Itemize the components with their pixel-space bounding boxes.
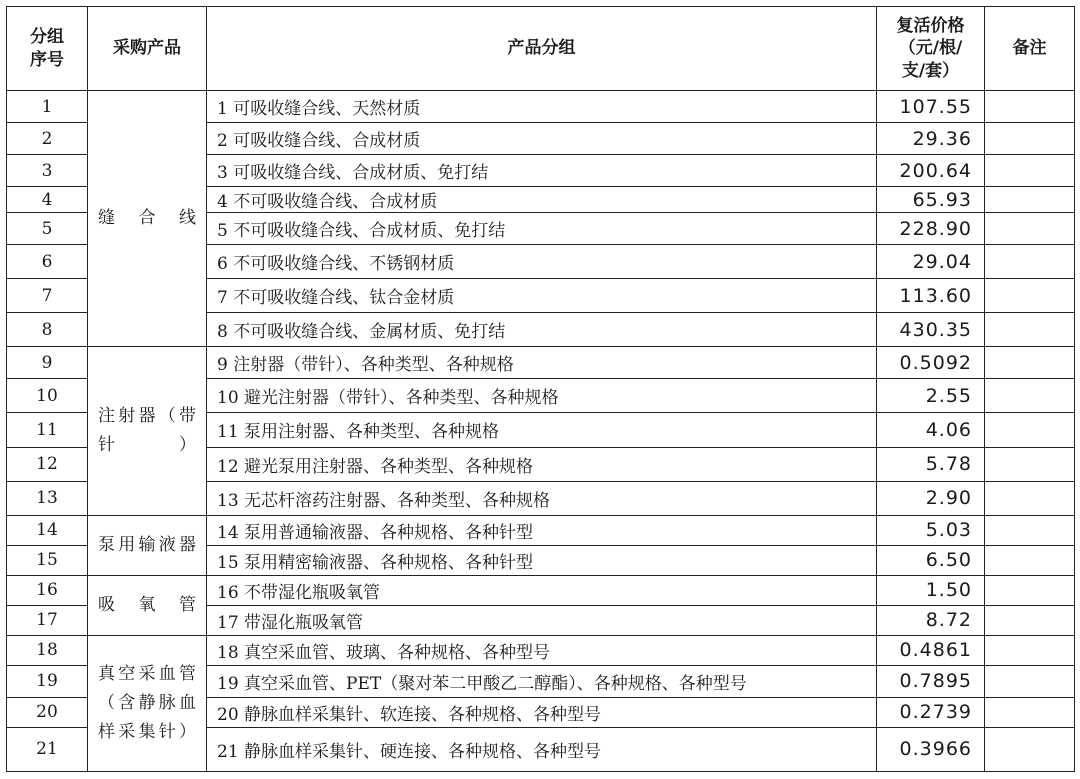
product-group-cell: 4 不可吸收缝合线、合成材质 xyxy=(207,187,877,213)
product-group-cell: 10 避光注射器（带针）、各种类型、各种规格 xyxy=(207,379,877,413)
product-group-cell: 13 无芯杆溶药注射器、各种类型、各种规格 xyxy=(207,481,877,515)
price-cell: 2.55 xyxy=(877,379,985,413)
group-number-cell: 9 xyxy=(7,347,88,379)
note-cell xyxy=(985,155,1075,187)
price-cell: 107.55 xyxy=(877,91,985,123)
note-cell xyxy=(985,665,1075,697)
product-group-cell: 21 静脉血样采集针、硬连接、各种规格、各种型号 xyxy=(207,727,877,771)
note-cell xyxy=(985,91,1075,123)
product-group-cell: 16 不带湿化瓶吸氧管 xyxy=(207,575,877,605)
group-number-cell: 17 xyxy=(7,605,88,635)
note-cell xyxy=(985,481,1075,515)
group-number-cell: 10 xyxy=(7,379,88,413)
product-group-cell: 18 真空采血管、玻璃、各种规格、各种型号 xyxy=(207,635,877,665)
note-cell xyxy=(985,515,1075,545)
table-row xyxy=(7,575,1075,605)
price-table xyxy=(6,6,1075,772)
group-number-cell: 15 xyxy=(7,545,88,575)
group-number-cell: 12 xyxy=(7,447,88,481)
note-cell xyxy=(985,447,1075,481)
table-row xyxy=(7,515,1075,545)
product-group-cell: 11 泵用注射器、各种类型、各种规格 xyxy=(207,413,877,447)
note-cell xyxy=(985,347,1075,379)
group-number-cell: 14 xyxy=(7,515,88,545)
note-cell xyxy=(985,605,1075,635)
group-number-cell: 7 xyxy=(7,279,88,313)
price-cell: 0.7895 xyxy=(877,665,985,697)
product-category-cell: 注射器（带针） xyxy=(88,347,207,515)
header-price: 复活价格（元/根/支/套） xyxy=(877,7,985,91)
group-number-cell: 18 xyxy=(7,635,88,665)
price-cell: 0.3966 xyxy=(877,727,985,771)
price-cell: 65.93 xyxy=(877,187,985,213)
group-number-cell: 20 xyxy=(7,697,88,727)
product-group-cell: 1 可吸收缝合线、天然材质 xyxy=(207,91,877,123)
price-cell: 6.50 xyxy=(877,545,985,575)
product-group-cell: 19 真空采血管、PET（聚对苯二甲酸乙二醇酯）、各种规格、各种型号 xyxy=(207,665,877,697)
product-group-cell: 17 带湿化瓶吸氧管 xyxy=(207,605,877,635)
price-cell: 1.50 xyxy=(877,575,985,605)
product-group-cell: 8 不可吸收缝合线、金属材质、免打结 xyxy=(207,313,877,347)
price-cell: 0.2739 xyxy=(877,697,985,727)
header-group-no: 分组序号 xyxy=(7,7,88,91)
product-category-cell: 泵用输液器 xyxy=(88,515,207,575)
price-cell: 228.90 xyxy=(877,213,985,245)
group-number-cell: 4 xyxy=(7,187,88,213)
group-number-cell: 5 xyxy=(7,213,88,245)
group-number-cell: 11 xyxy=(7,413,88,447)
price-cell: 2.90 xyxy=(877,481,985,515)
product-group-cell: 7 不可吸收缝合线、钛合金材质 xyxy=(207,279,877,313)
note-cell xyxy=(985,279,1075,313)
product-category-cell: 吸氧管 xyxy=(88,575,207,635)
note-cell xyxy=(985,379,1075,413)
product-group-cell: 20 静脉血样采集针、软连接、各种规格、各种型号 xyxy=(207,697,877,727)
product-group-cell: 3 可吸收缝合线、合成材质、免打结 xyxy=(207,155,877,187)
price-cell: 113.60 xyxy=(877,279,985,313)
group-number-cell: 1 xyxy=(7,91,88,123)
price-cell: 4.06 xyxy=(877,413,985,447)
price-cell: 8.72 xyxy=(877,605,985,635)
price-cell: 5.03 xyxy=(877,515,985,545)
header-group: 产品分组 xyxy=(207,7,877,91)
header-row xyxy=(7,7,1075,91)
note-cell xyxy=(985,635,1075,665)
product-group-cell: 14 泵用普通输液器、各种规格、各种针型 xyxy=(207,515,877,545)
price-cell: 0.5092 xyxy=(877,347,985,379)
price-cell: 0.4861 xyxy=(877,635,985,665)
table-row xyxy=(7,91,1075,123)
group-number-cell: 19 xyxy=(7,665,88,697)
table-row xyxy=(7,347,1075,379)
note-cell xyxy=(985,545,1075,575)
note-cell xyxy=(985,245,1075,279)
table-body xyxy=(7,91,1075,772)
group-number-cell: 16 xyxy=(7,575,88,605)
product-group-cell: 9 注射器（带针）、各种类型、各种规格 xyxy=(207,347,877,379)
group-number-cell: 21 xyxy=(7,727,88,771)
group-number-cell: 6 xyxy=(7,245,88,279)
note-cell xyxy=(985,123,1075,155)
group-number-cell: 3 xyxy=(7,155,88,187)
group-number-cell: 8 xyxy=(7,313,88,347)
price-cell: 29.04 xyxy=(877,245,985,279)
note-cell xyxy=(985,213,1075,245)
header-note: 备注 xyxy=(985,7,1075,91)
product-group-cell: 12 避光泵用注射器、各种类型、各种规格 xyxy=(207,447,877,481)
group-number-cell: 13 xyxy=(7,481,88,515)
group-number-cell: 2 xyxy=(7,123,88,155)
note-cell xyxy=(985,727,1075,771)
table-row xyxy=(7,635,1075,665)
price-cell: 5.78 xyxy=(877,447,985,481)
product-category-cell: 缝合线 xyxy=(88,91,207,347)
note-cell xyxy=(985,697,1075,727)
product-group-cell: 2 可吸收缝合线、合成材质 xyxy=(207,123,877,155)
product-category-cell: 真空采血管（含静脉血样采集针） xyxy=(88,635,207,771)
note-cell xyxy=(985,575,1075,605)
product-group-cell: 15 泵用精密输液器、各种规格、各种针型 xyxy=(207,545,877,575)
header-product: 采购产品 xyxy=(88,7,207,91)
note-cell xyxy=(985,187,1075,213)
price-cell: 200.64 xyxy=(877,155,985,187)
product-group-cell: 5 不可吸收缝合线、合成材质、免打结 xyxy=(207,213,877,245)
note-cell xyxy=(985,313,1075,347)
price-cell: 430.35 xyxy=(877,313,985,347)
product-group-cell: 6 不可吸收缝合线、不锈钢材质 xyxy=(207,245,877,279)
note-cell xyxy=(985,413,1075,447)
price-cell: 29.36 xyxy=(877,123,985,155)
